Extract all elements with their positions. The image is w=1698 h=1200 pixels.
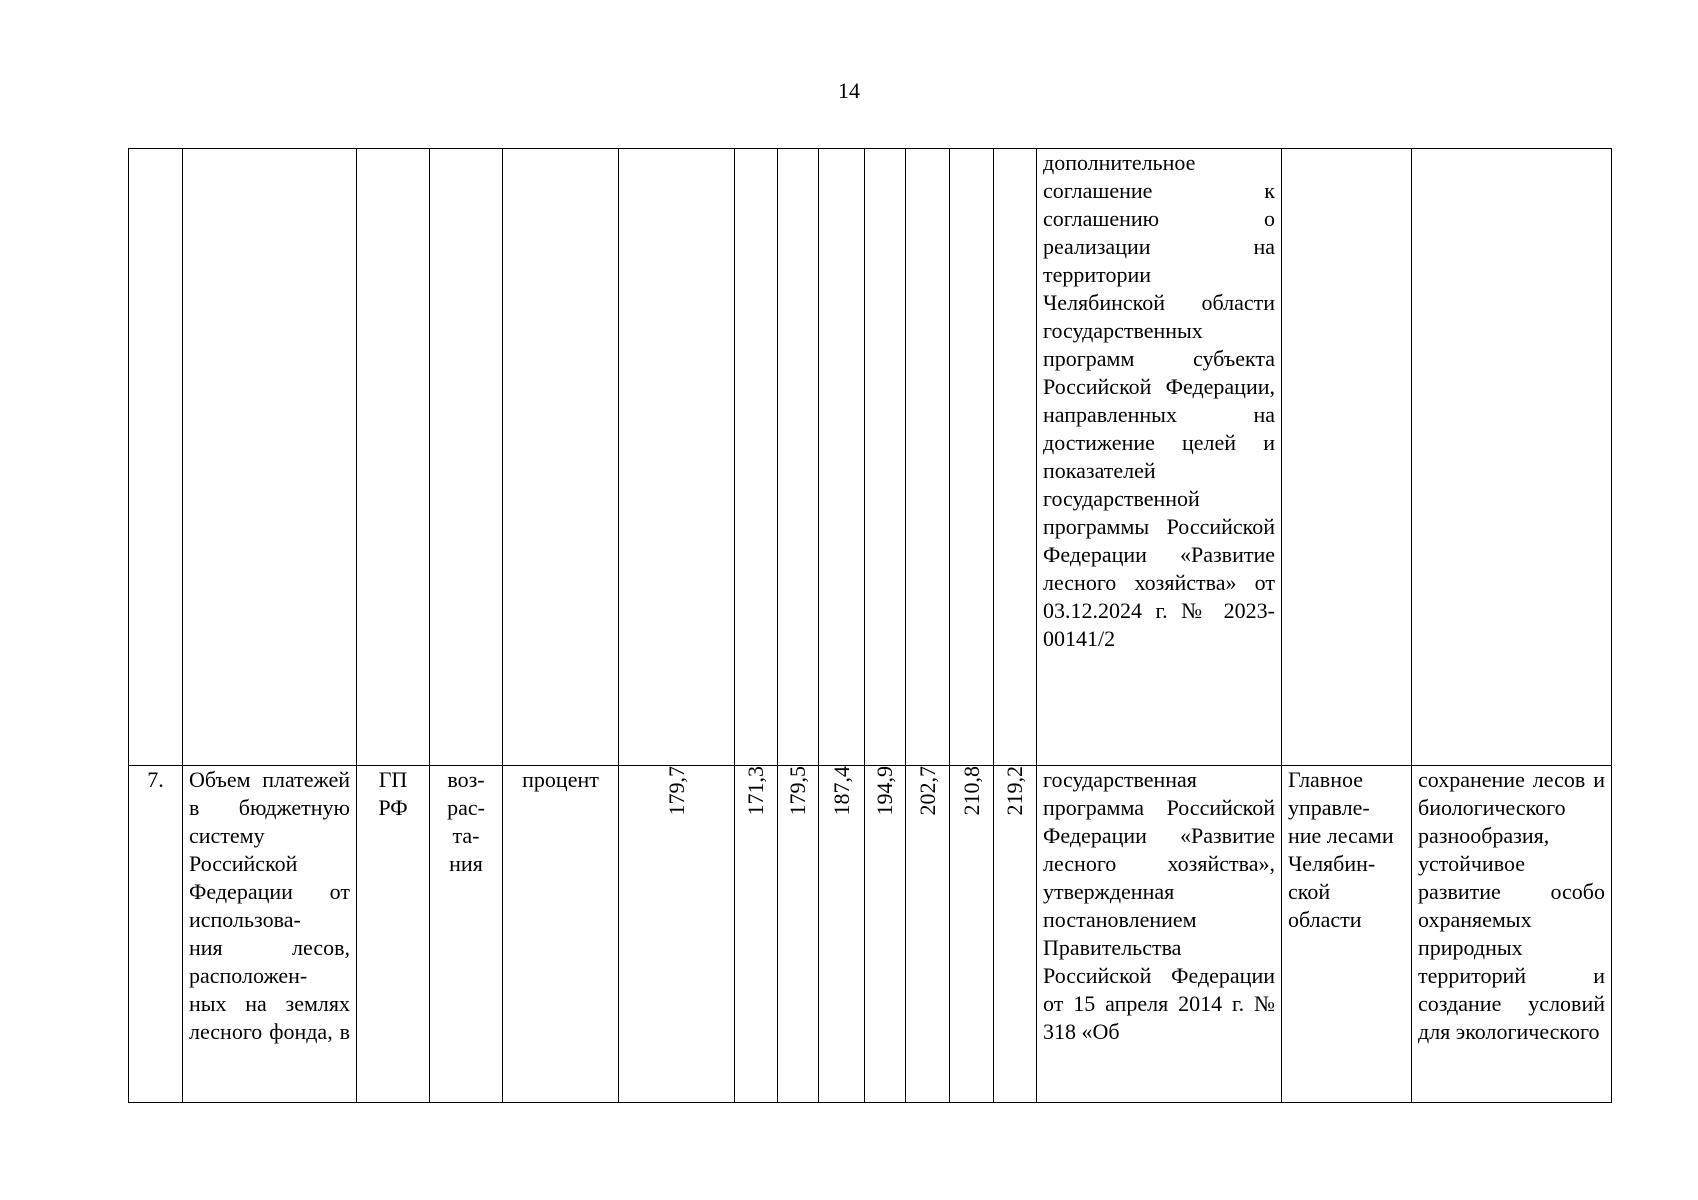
- cell-empty: [619, 149, 735, 766]
- cell-empty: [735, 149, 778, 766]
- basis-document-cell: дополнительное соглашение к соглашению о реализации на территории Челябинской области государственных программ субъекта Российской Федерации, направленных на достижение целей и показателей государственной программы Российской Федерации «Развитие лесного хозяйства» от 03.12.2024 г. № 2023-00141/2: [1037, 149, 1282, 766]
- value-cell: [994, 766, 1037, 1103]
- value-cell: [950, 766, 994, 1103]
- cell-empty: [183, 149, 357, 766]
- cell-empty: [1412, 149, 1612, 766]
- link-cell: сохранение лесов и биологического разнообразия, устойчивое развитие особо охраняемых природных территорий и создание условий для экологического: [1412, 766, 1612, 1103]
- row-number-cell: 7.: [129, 766, 183, 1103]
- cell-empty: [503, 149, 619, 766]
- value-cell: [735, 766, 778, 1103]
- indicator-name-line: ния лесов, расположен-: [189, 935, 350, 988]
- cell-empty: [129, 149, 183, 766]
- cell-empty: [778, 149, 819, 766]
- value-text: 179,5: [785, 766, 810, 816]
- value-cell: [865, 766, 906, 1103]
- indicator-name-line: Объем платежей в бюджетную систему Российской Федерации от использова-: [189, 767, 350, 932]
- cell-empty: [1282, 149, 1412, 766]
- cell-empty: [865, 149, 906, 766]
- value-cell: [906, 766, 950, 1103]
- value-text: 202,7: [914, 766, 940, 816]
- unit-cell: процент: [503, 766, 619, 1103]
- value-text: 171,3: [743, 766, 768, 816]
- cell-empty: [357, 149, 430, 766]
- base-value-cell: [619, 766, 735, 1103]
- value-text: 219,2: [1002, 766, 1027, 816]
- value-cell: [819, 766, 865, 1103]
- value-text: 179,7: [663, 766, 689, 816]
- cell-empty: [430, 149, 503, 766]
- value-text: 210,8: [958, 766, 984, 816]
- cell-empty: [906, 149, 950, 766]
- indicator-name-cell: [183, 766, 357, 1103]
- value-text: 187,4: [828, 766, 854, 816]
- trend-cell: воз- рас- та- ния: [430, 766, 503, 1103]
- responsible-cell: Главное управле- ние лесами Челябин- ской области: [1282, 766, 1412, 1103]
- indicators-table: [128, 148, 1612, 1103]
- cell-empty: [819, 149, 865, 766]
- page-number: 14: [838, 78, 860, 103]
- cell-empty: [994, 149, 1037, 766]
- value-cell: [778, 766, 819, 1103]
- table-row-continuation: [129, 149, 1612, 766]
- table-row-7: [129, 766, 1612, 1103]
- indicator-name-line: ных на землях лесного фонда, в: [189, 991, 350, 1044]
- value-text: 194,9: [872, 766, 897, 816]
- level-cell: ГП РФ: [357, 766, 430, 1103]
- cell-empty: [950, 149, 994, 766]
- document-cell: государственная программа Российской Федерации «Развитие лесного хозяйства», утвержденная постановлением Правительства Российской Федерации от 15 апреля 2014 г. № 318 «Об: [1037, 766, 1282, 1103]
